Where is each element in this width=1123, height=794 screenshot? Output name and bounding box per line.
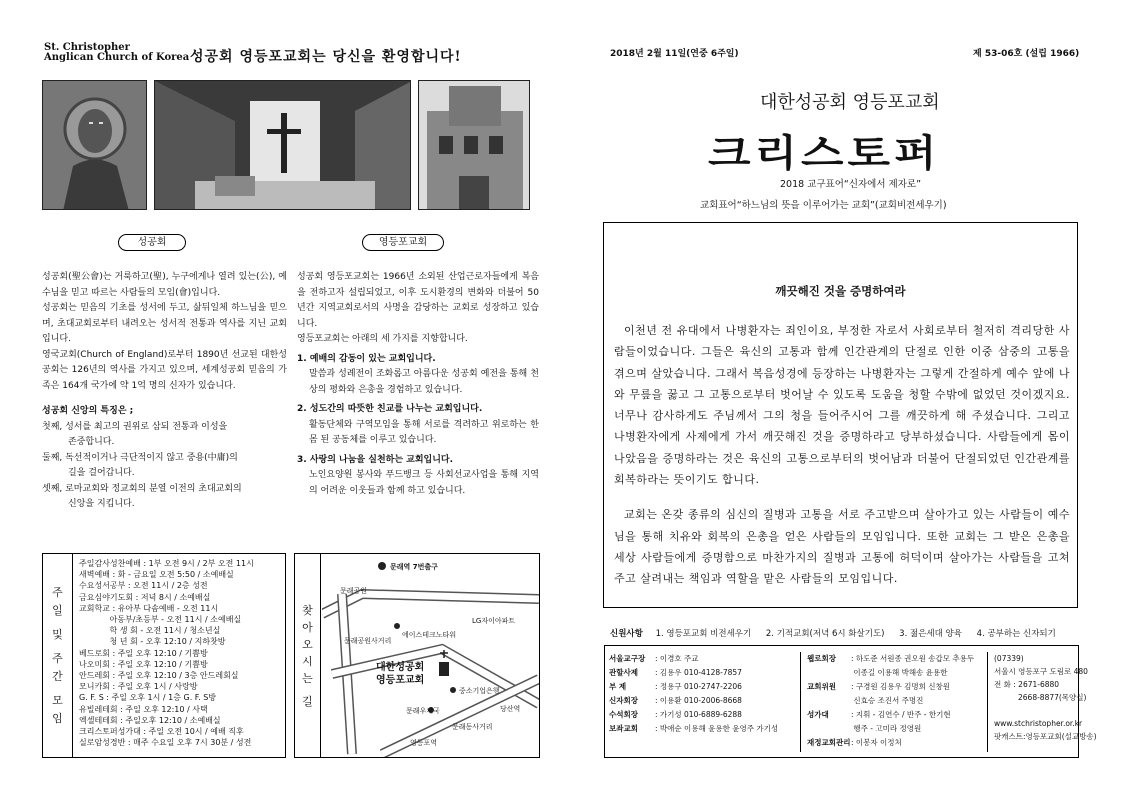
intro-paragraph: 성공회 영등포교회는 1966년 소외된 산업근로자들에게 복음을 전하고자 설립되었고, 이후 도시환경의 변화와 더불어 50년간 지역교회로서의 사명을 감당하는 교회로 성장하고 있습니다. <box>297 272 539 329</box>
english-church-name: St. Christopher Anglican Church of Korea <box>44 42 190 63</box>
church-exterior-photo <box>418 80 530 210</box>
church-aims <box>297 270 539 499</box>
masthead-title: 크리스토퍼 <box>708 132 941 176</box>
map-label-church2: 영등포교회 <box>376 675 425 686</box>
schedule-item: 학 생 회 - 오전 11시 / 청소년실 <box>79 626 221 636</box>
staff-row: 신자회장 : 이용환 010-2006-8668 <box>609 696 742 705</box>
aim-item: 3. 사랑의 나눔을 실천하는 교회입니다. 노인요양원 봉사와 푸드뱅크 등 사회선교사업을 통해 지역의 어려운 이웃들과 함께 하고 있습니다. <box>297 454 539 496</box>
feature-item: 둘째, 독선적이거나 극단적이지 않고 중용(中庸)의 길을 걸어갑니다. <box>42 452 238 478</box>
staff-row: 이종길 이용해 박해송 윤용한 <box>851 668 948 677</box>
staff-row: 신효승 조진서 주명진 <box>851 696 924 705</box>
schedule-item: 유빌레테회 : 주일 오후 12:10 / 사택 <box>79 704 208 714</box>
church-interior-photo <box>154 80 411 210</box>
prayer-item: 4. 공부하는 신자되기 <box>976 629 1056 639</box>
issue-number: 제 53-06호 (설립 1966) <box>973 49 1080 59</box>
diocese-motto: 2018 교구표어“신자에서 제자로” <box>780 179 922 190</box>
sermon-paragraph: 이천년 전 유대에서 나병환자는 죄인이요, 부정한 자로서 사회로부터 철저히 격리당한 사람들이었습니다. 그들은 육신의 고통과 함께 인간관계의 단절로 인한 이중 삼중의 고통을 겪으며 살았습니다. 그래서 복음성경에 등장하는 나병환자는 그렇게 간절하게 예수 앞에 나와 무릎을 꿇고 그 고통으로부터 벗어날 수 있도록 도움을 청할 수밖에 없었던 것이겠지요. 너무나 감사하게도 주님께서 그의 청을 들어주시어 그를 깨끗하게 해 주셨습니다. 그리고 나병환자에게 사제에게 가서 깨끗해진 것을 증명하라고 당부하셨습니다. 사람들에게 몸이 나았음을 증명하라는 것은 육신의 고통으로부터의 벗어남과 더불어 단절되었던 인간관계를 회복하라는 뜻이기도 합니다. <box>614 324 1070 487</box>
staff-row: 관할사제 : 김용우 010-4128-7857 <box>609 668 742 677</box>
directions-box <box>294 553 540 758</box>
map-label-church1: 대한성공회 <box>376 662 425 673</box>
aim-item: 1. 예배의 감동이 있는 교회입니다. 말씀과 성례전이 조화롭고 아름다운 성공회 예전을 통해 천상의 평화와 은총을 경험하고 있습니다. <box>297 353 539 395</box>
postal-code: (07339) <box>994 654 1024 663</box>
map-label-junction2: 문래동사거리 <box>452 723 493 731</box>
map-label-yeongdeungpo: 영등포역 <box>410 739 438 747</box>
features-title: 성공회 신앙의 특징은 ; <box>42 406 134 416</box>
staff-row: 교회위원 : 구경원 김용우 김명희 신창원 <box>807 682 951 691</box>
church-motto: 교회표어“하느님의 뜻을 이루어가는 교회”(교회비전세우기) <box>700 200 947 211</box>
prayer-item: 1. 영등포교회 비전세우기 <box>655 629 752 639</box>
map-label-tower: 에이스테크노타워 <box>402 631 457 639</box>
prayer-topics <box>610 627 1080 639</box>
sermon-box <box>603 222 1078 608</box>
map-label-station: 문래역 7번출구 <box>390 563 438 571</box>
feature-item: 셋째, 로마교회와 정교회의 분열 이전의 초대교회의 신앙을 지킵니다. <box>42 483 242 509</box>
schedule-item: G. F. S : 주일 오후 1시 / 1층 G. F. S방 <box>79 693 216 703</box>
staff-row: 보좌교회 : 박애순 이용해 윤용한 윤영주 가기성 <box>609 724 779 733</box>
contact-info <box>987 652 1097 752</box>
description-paragraph: 성공회는 믿음의 기초를 성서에 두고, 삶뒤일체 하느님을 믿으며, 초대교회로부터 내려오는 성서적 전통과 역사를 지닌 교회입니다. <box>42 303 287 344</box>
staff-row: 행주 - 고미라 정영원 <box>851 724 922 733</box>
schedule-item: 금요심야기도회 : 저녁 8시 / 소예배실 <box>79 592 211 602</box>
committee-list <box>800 652 980 752</box>
staff-row: 수석회장 : 가기성 010-6889-6288 <box>609 710 742 719</box>
staff-row: 재정교회관리: 이봉자 이정처 <box>807 738 902 747</box>
directions-heading: 찾 아 오 시 는 길 <box>295 554 321 757</box>
schedule-item: 엑셀테테회 : 주일오후 12:10 / 소예배실 <box>79 715 221 725</box>
phone-secondary: 2668-8877(목양실) <box>1018 693 1087 702</box>
schedule-list <box>79 558 284 748</box>
feature-item: 첫째, 성서를 최고의 권위로 삼되 전통과 이성을 존중합니다. <box>42 421 228 447</box>
schedule-item: 실로암성경반 : 매주 수요일 오후 7시 30분 / 성전 <box>79 738 252 748</box>
sermon-paragraph: 교회는 온갖 종류의 심신의 질병과 고통을 서로 주고받으며 살아가고 있는 사람들이 예수님을 통해 치유와 회복의 은총을 얻은 사람들의 모임입니다. 또한 교회는 그 받은 은총을 세상 사람들에게 증명함으로 마찬가지의 질병과 고통에 허덕이며 살아가는 사람들을 고쳐주고 살려내는 책임과 역할을 맡은 사람들의 모임입니다. <box>614 508 1070 586</box>
schedule-item: 안드레회 : 주일 오후 12:10 / 3층 안드레회실 <box>79 671 239 681</box>
icon-painting-photo <box>42 80 147 210</box>
map-label-bank: 중소기업은행 <box>459 687 500 695</box>
description-paragraph: 성공회(聖公會)는 거룩하고(聖), 누구에게나 열려 있는(公), 예수님을 믿고 따르는 사람들의 모임(會)입니다. <box>42 272 287 298</box>
schedule-item: 크리스토퍼성가대 : 주일 오전 10시 / 예배 직후 <box>79 727 244 737</box>
staff-row: 서울교구장 : 이경호 주교 <box>609 654 699 663</box>
prayer-item: 3. 젊은세대 양육 <box>899 629 962 639</box>
church-name: 대한성공회 영등포교회 <box>760 92 940 113</box>
worship-schedule-box <box>42 553 286 758</box>
staff-row: 성가대 : 지휘 - 김연수 / 반주 - 한기현 <box>807 710 951 719</box>
schedule-item: 수요성서공부 : 오전 11시 / 2층 성전 <box>79 581 208 591</box>
map-label-park: 문래공원 <box>340 587 368 595</box>
map-label-post: 문래우체국 <box>406 707 440 715</box>
map-label-junction1: 문래공원사거리 <box>344 637 392 645</box>
aim-item: 2. 성도간의 따뜻한 친교를 나누는 교회입니다. 활동단체와 구역모임을 통해 서로를 격려하고 위로하는 한 몸 된 공동체를 이루고 있습니다. <box>297 404 539 445</box>
prayer-item: 2. 기적교회(저녁 6시 화살기도) <box>765 629 885 639</box>
staff-directory <box>604 645 1097 758</box>
schedule-item: 모니카회 : 주일 오후 1시 / 사랑방 <box>79 682 198 692</box>
map-label-dangsan: 당산역 <box>500 705 521 713</box>
schedule-item: 아동부/초등부 - 오전 11시 / 소예배실 <box>79 615 242 625</box>
yeongdeungpo-pill-label: 영등포교회 <box>362 234 444 251</box>
anglican-description <box>42 270 287 513</box>
location-map <box>322 554 539 757</box>
prayer-label: 신원사항 <box>610 629 643 639</box>
intro-line: 영등포교회는 아래의 세 가지를 지향합니다. <box>297 334 468 344</box>
anglican-pill-label: 성공회 <box>118 234 186 251</box>
clergy-list <box>609 652 794 736</box>
welcome-heading: 성공회 영등포교회는 당신을 환영합니다! <box>190 49 462 65</box>
schedule-item: 교회학교 : 유아부 다솜예배 - 오전 11시 <box>79 603 219 613</box>
address: 서울시 영등포구 도림로 480 <box>994 667 1088 676</box>
staff-row: 웹로회장 : 하도준 서원종 권오원 송갑모 추용두 <box>807 654 975 663</box>
sermon-body <box>614 320 1070 590</box>
schedule-item: 주일감사성찬예배 : 1부 오전 9시 / 2부 오전 11시 <box>79 559 254 568</box>
schedule-heading: 주 일 및 주 간 모 임 <box>43 554 73 757</box>
map-label-lg: LG자이아파트 <box>472 617 516 625</box>
schedule-item: 나오미회 : 주일 오후 12:10 / 기쁨방 <box>79 659 208 669</box>
phone: 전 화 : 2671-6880 <box>994 680 1060 689</box>
website-link[interactable]: www.stchristopher.or.kr <box>994 719 1083 728</box>
schedule-item: 베드로회 : 주일 오후 12:10 / 기쁨방 <box>79 648 208 658</box>
schedule-item: 새벽예배 : 화 - 금요일 오전 5:50 / 소예배실 <box>79 570 234 580</box>
bulletin-date: 2018년 2월 11일(연중 6주일) <box>610 49 739 59</box>
schedule-item: 청 년 회 - 오후 12:10 / 지하찻방 <box>79 637 226 647</box>
staff-row: 부 제 : 정용구 010-2747-2206 <box>609 682 742 691</box>
sermon-title: 깨끗해진 것을 증명하여라 <box>775 284 906 298</box>
podcast-info: 팟캐스트:영등포교회(설교방송) <box>994 732 1097 741</box>
description-paragraph: 영국교회(Church of England)로부터 1890년 선교된 대한성공회는 126년의 역사를 가지고 있으며, 세계성공회 믿음의 가족은 164개 국가에 약 1억 명의 신자가 있습니다. <box>42 349 287 391</box>
